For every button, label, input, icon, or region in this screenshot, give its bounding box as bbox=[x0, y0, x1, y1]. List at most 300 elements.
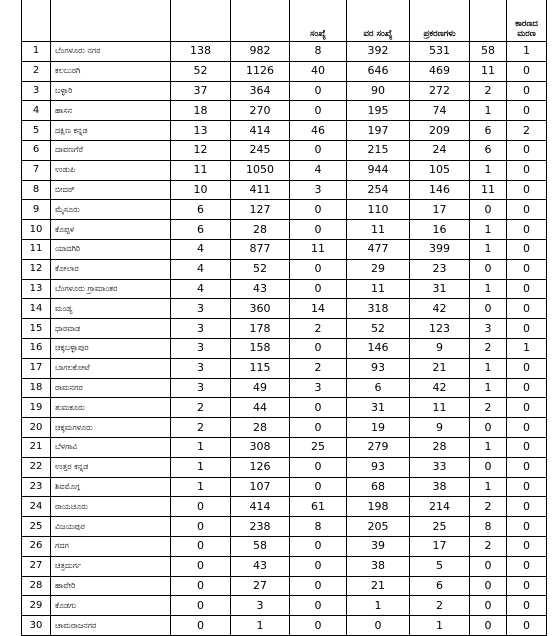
cell-col-3: 2 bbox=[171, 398, 231, 418]
cell-col-8: 1 bbox=[470, 239, 507, 259]
cell-col-6: 93 bbox=[347, 457, 410, 477]
cell-col-7: 11 bbox=[410, 398, 470, 418]
cell-col-6: 11 bbox=[347, 279, 410, 299]
cell-district: ಕೊಪ್ಪಳ bbox=[51, 220, 171, 240]
table-row bbox=[22, 616, 547, 636]
cell-col-9: 0 bbox=[507, 517, 547, 537]
cell-sn: 29 bbox=[22, 596, 51, 616]
cell-sn: 6 bbox=[22, 140, 51, 160]
cell-col-8: 6 bbox=[470, 121, 507, 141]
cell-col-7: 23 bbox=[410, 259, 470, 279]
cell-col-7: 209 bbox=[410, 121, 470, 141]
cell-col-7: 74 bbox=[410, 101, 470, 121]
cell-col-6: 6 bbox=[347, 378, 410, 398]
cell-col-9: 0 bbox=[507, 477, 547, 497]
cell-col-4: 238 bbox=[231, 517, 290, 537]
cell-sn: 20 bbox=[22, 418, 51, 438]
cell-col-5: 0 bbox=[290, 81, 347, 101]
cell-col-8: 2 bbox=[470, 81, 507, 101]
cell-col-9: 0 bbox=[507, 61, 547, 81]
cell-col-7: 33 bbox=[410, 457, 470, 477]
cell-col-4: 28 bbox=[231, 220, 290, 240]
cell-sn: 7 bbox=[22, 160, 51, 180]
cell-col-4: 411 bbox=[231, 180, 290, 200]
cell-col-7: 17 bbox=[410, 200, 470, 220]
cell-col-5: 2 bbox=[290, 358, 347, 378]
cell-col-5: 61 bbox=[290, 497, 347, 517]
cell-sn: 25 bbox=[22, 517, 51, 537]
cell-col-3: 37 bbox=[171, 81, 231, 101]
cell-col-6: 146 bbox=[347, 338, 410, 358]
table-row bbox=[22, 319, 547, 339]
cell-col-6: 944 bbox=[347, 160, 410, 180]
cell-col-7: 38 bbox=[410, 477, 470, 497]
table-row bbox=[22, 576, 547, 596]
cell-district: ಉತ್ತರ ಕನ್ನಡ bbox=[51, 457, 171, 477]
cell-col-5: 0 bbox=[290, 220, 347, 240]
cell-col-6: 19 bbox=[347, 418, 410, 438]
cell-district: ತುಮಕೂರು bbox=[51, 398, 171, 418]
cell-col-4: 414 bbox=[231, 497, 290, 517]
table-row bbox=[22, 239, 547, 259]
cell-col-9: 0 bbox=[507, 616, 547, 636]
cell-col-5: 0 bbox=[290, 616, 347, 636]
cell-col-4: 28 bbox=[231, 418, 290, 438]
cell-district: ಗದಗ bbox=[51, 536, 171, 556]
table-row bbox=[22, 180, 547, 200]
cell-sn: 30 bbox=[22, 616, 51, 636]
cell-col-7: 28 bbox=[410, 437, 470, 457]
cell-col-9: 0 bbox=[507, 140, 547, 160]
cell-col-9: 0 bbox=[507, 536, 547, 556]
cell-col-9: 0 bbox=[507, 180, 547, 200]
cell-col-9: 0 bbox=[507, 358, 547, 378]
cell-col-9: 0 bbox=[507, 398, 547, 418]
cell-col-3: 4 bbox=[171, 239, 231, 259]
cell-district: ಬೆಳಗಾವಿ bbox=[51, 437, 171, 457]
cell-col-8: 1 bbox=[470, 437, 507, 457]
cell-col-4: 127 bbox=[231, 200, 290, 220]
cell-sn: 26 bbox=[22, 536, 51, 556]
cell-col-9: 0 bbox=[507, 239, 547, 259]
header-col-6: ವರ ಸಂಖ್ಯೆ bbox=[347, 0, 410, 42]
cell-col-4: 1126 bbox=[231, 61, 290, 81]
cell-district: ಚಿಕ್ಕಮಗಳೂರು bbox=[51, 418, 171, 438]
cell-district: ಚಾಮರಾಜನಗರ bbox=[51, 616, 171, 636]
cell-col-6: 205 bbox=[347, 517, 410, 537]
cell-col-3: 0 bbox=[171, 497, 231, 517]
cell-col-7: 272 bbox=[410, 81, 470, 101]
cell-col-3: 1 bbox=[171, 437, 231, 457]
cell-sn: 21 bbox=[22, 437, 51, 457]
cell-col-3: 4 bbox=[171, 279, 231, 299]
cell-col-5: 0 bbox=[290, 457, 347, 477]
cell-col-8: 0 bbox=[470, 457, 507, 477]
cell-col-8: 1 bbox=[470, 220, 507, 240]
cell-col-8: 2 bbox=[470, 497, 507, 517]
cell-col-5: 0 bbox=[290, 101, 347, 121]
cell-col-8: 1 bbox=[470, 358, 507, 378]
cell-sn: 1 bbox=[22, 42, 51, 62]
cell-district: ಬೆಂಗಳೂರು ಗ್ರಾಮಾಂತರ bbox=[51, 279, 171, 299]
table-row bbox=[22, 279, 547, 299]
cell-col-7: 9 bbox=[410, 338, 470, 358]
cell-col-7: 24 bbox=[410, 140, 470, 160]
cell-col-5: 3 bbox=[290, 180, 347, 200]
cell-col-9: 0 bbox=[507, 418, 547, 438]
cell-col-4: 245 bbox=[231, 140, 290, 160]
table-row bbox=[22, 457, 547, 477]
cell-district: ಕೋಲಾರ bbox=[51, 259, 171, 279]
cell-col-9: 0 bbox=[507, 457, 547, 477]
cell-col-6: 38 bbox=[347, 556, 410, 576]
table-row bbox=[22, 259, 547, 279]
cell-col-9: 1 bbox=[507, 338, 547, 358]
cell-col-7: 1 bbox=[410, 616, 470, 636]
cell-col-3: 0 bbox=[171, 536, 231, 556]
cell-col-7: 5 bbox=[410, 556, 470, 576]
cell-col-9: 0 bbox=[507, 378, 547, 398]
table-row bbox=[22, 437, 547, 457]
cell-district: ರಾಮನಗರ bbox=[51, 378, 171, 398]
cell-col-5: 0 bbox=[290, 596, 347, 616]
cell-district: ದಕ್ಷಿಣ ಕನ್ನಡ bbox=[51, 121, 171, 141]
cell-col-4: 43 bbox=[231, 279, 290, 299]
table-row bbox=[22, 517, 547, 537]
cell-col-7: 17 bbox=[410, 536, 470, 556]
cell-col-4: 178 bbox=[231, 319, 290, 339]
cell-col-7: 399 bbox=[410, 239, 470, 259]
cell-col-5: 2 bbox=[290, 319, 347, 339]
cell-col-3: 0 bbox=[171, 616, 231, 636]
cell-col-8: 6 bbox=[470, 140, 507, 160]
cell-col-7: 105 bbox=[410, 160, 470, 180]
cell-col-7: 42 bbox=[410, 299, 470, 319]
cell-col-4: 308 bbox=[231, 437, 290, 457]
cell-district: ಚಿಕ್ಕಬಳ್ಳಾಪುರ bbox=[51, 338, 171, 358]
table-row bbox=[22, 299, 547, 319]
cell-col-4: 115 bbox=[231, 358, 290, 378]
cell-col-5: 40 bbox=[290, 61, 347, 81]
cell-col-8: 0 bbox=[470, 576, 507, 596]
cell-col-3: 1 bbox=[171, 457, 231, 477]
cell-col-4: 58 bbox=[231, 536, 290, 556]
cell-col-7: 2 bbox=[410, 596, 470, 616]
cell-sn: 8 bbox=[22, 180, 51, 200]
cell-district: ಮೈಸೂರು bbox=[51, 200, 171, 220]
cell-col-8: 3 bbox=[470, 319, 507, 339]
cell-district: ದಾವಣಗೆರೆ bbox=[51, 140, 171, 160]
cell-col-4: 126 bbox=[231, 457, 290, 477]
cell-col-8: 0 bbox=[470, 556, 507, 576]
cell-col-9: 0 bbox=[507, 259, 547, 279]
cell-col-9: 0 bbox=[507, 101, 547, 121]
cell-col-7: 31 bbox=[410, 279, 470, 299]
table-row bbox=[22, 378, 547, 398]
cell-sn: 22 bbox=[22, 457, 51, 477]
table-row bbox=[22, 477, 547, 497]
table-row bbox=[22, 358, 547, 378]
table-row bbox=[22, 61, 547, 81]
cell-col-3: 138 bbox=[171, 42, 231, 62]
cell-sn: 15 bbox=[22, 319, 51, 339]
cell-sn: 12 bbox=[22, 259, 51, 279]
header-district bbox=[51, 0, 171, 42]
cell-col-4: 3 bbox=[231, 596, 290, 616]
cell-col-9: 0 bbox=[507, 556, 547, 576]
cell-col-3: 0 bbox=[171, 556, 231, 576]
cell-col-5: 25 bbox=[290, 437, 347, 457]
header-col-7: ಪ್ರಕರಣಗಳು bbox=[410, 0, 470, 42]
cell-sn: 17 bbox=[22, 358, 51, 378]
cell-col-4: 49 bbox=[231, 378, 290, 398]
cell-col-5: 0 bbox=[290, 398, 347, 418]
cell-col-4: 52 bbox=[231, 259, 290, 279]
cell-col-4: 44 bbox=[231, 398, 290, 418]
cell-col-3: 3 bbox=[171, 319, 231, 339]
cell-sn: 2 bbox=[22, 61, 51, 81]
cell-col-6: 39 bbox=[347, 536, 410, 556]
table-row bbox=[22, 418, 547, 438]
cell-col-4: 982 bbox=[231, 42, 290, 62]
cell-col-3: 0 bbox=[171, 517, 231, 537]
cell-col-4: 27 bbox=[231, 576, 290, 596]
cell-col-8: 1 bbox=[470, 279, 507, 299]
cell-col-3: 6 bbox=[171, 220, 231, 240]
cell-col-9: 1 bbox=[507, 42, 547, 62]
cell-sn: 14 bbox=[22, 299, 51, 319]
cell-col-9: 0 bbox=[507, 200, 547, 220]
table-row bbox=[22, 338, 547, 358]
cell-col-6: 477 bbox=[347, 239, 410, 259]
cell-sn: 10 bbox=[22, 220, 51, 240]
cell-col-3: 12 bbox=[171, 140, 231, 160]
cell-col-3: 2 bbox=[171, 418, 231, 438]
cell-col-9: 0 bbox=[507, 319, 547, 339]
cell-district: ಧಾರವಾಡ bbox=[51, 319, 171, 339]
cell-col-4: 364 bbox=[231, 81, 290, 101]
table-row bbox=[22, 220, 547, 240]
cell-district: ಶಿವಮೊಗ್ಗ bbox=[51, 477, 171, 497]
cell-sn: 28 bbox=[22, 576, 51, 596]
cell-col-3: 52 bbox=[171, 61, 231, 81]
cell-col-5: 0 bbox=[290, 477, 347, 497]
cell-col-8: 1 bbox=[470, 160, 507, 180]
cell-district: ಕಲಬುರಗಿ bbox=[51, 61, 171, 81]
cell-col-9: 0 bbox=[507, 279, 547, 299]
cell-col-6: 68 bbox=[347, 477, 410, 497]
header-col-9: ಕಾರಣದ ಮರಣ bbox=[507, 0, 547, 42]
table-row bbox=[22, 101, 547, 121]
cell-col-9: 0 bbox=[507, 437, 547, 457]
cell-sn: 24 bbox=[22, 497, 51, 517]
cell-col-9: 0 bbox=[507, 160, 547, 180]
table-row bbox=[22, 556, 547, 576]
cell-col-9: 2 bbox=[507, 121, 547, 141]
cell-col-8: 2 bbox=[470, 536, 507, 556]
cell-col-5: 0 bbox=[290, 279, 347, 299]
cell-col-6: 29 bbox=[347, 259, 410, 279]
cell-sn: 13 bbox=[22, 279, 51, 299]
cell-col-5: 0 bbox=[290, 259, 347, 279]
cell-col-7: 21 bbox=[410, 358, 470, 378]
cell-col-6: 93 bbox=[347, 358, 410, 378]
cell-col-8: 11 bbox=[470, 180, 507, 200]
cell-col-7: 146 bbox=[410, 180, 470, 200]
cell-sn: 27 bbox=[22, 556, 51, 576]
cell-col-4: 360 bbox=[231, 299, 290, 319]
cell-col-5: 0 bbox=[290, 418, 347, 438]
cell-col-5: 46 bbox=[290, 121, 347, 141]
cell-col-6: 110 bbox=[347, 200, 410, 220]
cell-col-9: 0 bbox=[507, 497, 547, 517]
cell-district: ಹಾವೇರಿ bbox=[51, 576, 171, 596]
cell-sn: 19 bbox=[22, 398, 51, 418]
cell-col-5: 0 bbox=[290, 576, 347, 596]
cell-col-7: 123 bbox=[410, 319, 470, 339]
district-covid-table bbox=[21, 0, 547, 636]
cell-col-8: 0 bbox=[470, 418, 507, 438]
header-sn bbox=[22, 0, 51, 42]
cell-col-8: 58 bbox=[470, 42, 507, 62]
cell-col-6: 646 bbox=[347, 61, 410, 81]
cell-col-5: 11 bbox=[290, 239, 347, 259]
cell-district: ಯಾದಗಿರಿ bbox=[51, 239, 171, 259]
cell-col-9: 0 bbox=[507, 596, 547, 616]
cell-col-6: 198 bbox=[347, 497, 410, 517]
table-row bbox=[22, 121, 547, 141]
cell-col-3: 3 bbox=[171, 338, 231, 358]
cell-col-6: 195 bbox=[347, 101, 410, 121]
cell-col-7: 9 bbox=[410, 418, 470, 438]
cell-col-6: 254 bbox=[347, 180, 410, 200]
cell-district: ಬಳ್ಳಾರಿ bbox=[51, 81, 171, 101]
cell-col-3: 0 bbox=[171, 576, 231, 596]
cell-col-5: 8 bbox=[290, 517, 347, 537]
cell-district: ಬೆಂಗಳೂರು ನಗರ bbox=[51, 42, 171, 62]
cell-col-3: 11 bbox=[171, 160, 231, 180]
cell-col-8: 1 bbox=[470, 378, 507, 398]
cell-col-6: 0 bbox=[347, 616, 410, 636]
cell-col-9: 0 bbox=[507, 81, 547, 101]
cell-district: ಬೀದರ್ bbox=[51, 180, 171, 200]
cell-col-4: 1 bbox=[231, 616, 290, 636]
table-row bbox=[22, 497, 547, 517]
cell-col-4: 270 bbox=[231, 101, 290, 121]
cell-col-7: 6 bbox=[410, 576, 470, 596]
cell-sn: 4 bbox=[22, 101, 51, 121]
header-col-5: ಸಂಖ್ಯೆ bbox=[290, 0, 347, 42]
cell-district: ಹಾಸನ bbox=[51, 101, 171, 121]
cell-col-9: 0 bbox=[507, 299, 547, 319]
cell-col-6: 215 bbox=[347, 140, 410, 160]
cell-col-3: 6 bbox=[171, 200, 231, 220]
table-row bbox=[22, 160, 547, 180]
cell-col-8: 0 bbox=[470, 200, 507, 220]
header-col-4 bbox=[231, 0, 290, 42]
cell-col-7: 42 bbox=[410, 378, 470, 398]
cell-col-6: 197 bbox=[347, 121, 410, 141]
cell-col-6: 52 bbox=[347, 319, 410, 339]
header-col-3 bbox=[171, 0, 231, 42]
cell-col-8: 0 bbox=[470, 596, 507, 616]
cell-col-6: 31 bbox=[347, 398, 410, 418]
cell-col-6: 1 bbox=[347, 596, 410, 616]
cell-col-4: 158 bbox=[231, 338, 290, 358]
cell-sn: 16 bbox=[22, 338, 51, 358]
cell-district: ಬಾಗಲಕೋಟೆ bbox=[51, 358, 171, 378]
cell-col-6: 90 bbox=[347, 81, 410, 101]
cell-col-5: 14 bbox=[290, 299, 347, 319]
cell-col-5: 0 bbox=[290, 200, 347, 220]
cell-col-5: 0 bbox=[290, 140, 347, 160]
cell-col-7: 214 bbox=[410, 497, 470, 517]
cell-district: ಉಡುಪಿ bbox=[51, 160, 171, 180]
cell-col-9: 0 bbox=[507, 576, 547, 596]
cell-col-8: 11 bbox=[470, 61, 507, 81]
cell-col-3: 4 bbox=[171, 259, 231, 279]
cell-district: ವಿಜಯಪುರ bbox=[51, 517, 171, 537]
cell-sn: 18 bbox=[22, 378, 51, 398]
cell-col-9: 0 bbox=[507, 220, 547, 240]
table-row bbox=[22, 42, 547, 62]
cell-district: ಚಿತ್ರದುರ್ಗ bbox=[51, 556, 171, 576]
cell-col-7: 469 bbox=[410, 61, 470, 81]
cell-col-6: 318 bbox=[347, 299, 410, 319]
cell-col-3: 3 bbox=[171, 299, 231, 319]
table-row bbox=[22, 200, 547, 220]
cell-col-3: 3 bbox=[171, 378, 231, 398]
cell-col-8: 2 bbox=[470, 338, 507, 358]
cell-col-3: 3 bbox=[171, 358, 231, 378]
cell-col-5: 0 bbox=[290, 536, 347, 556]
cell-col-8: 8 bbox=[470, 517, 507, 537]
cell-col-7: 531 bbox=[410, 42, 470, 62]
cell-col-4: 414 bbox=[231, 121, 290, 141]
cell-col-4: 43 bbox=[231, 556, 290, 576]
cell-col-8: 1 bbox=[470, 477, 507, 497]
table-row bbox=[22, 536, 547, 556]
table-header-row bbox=[22, 0, 547, 42]
cell-col-6: 392 bbox=[347, 42, 410, 62]
table-row bbox=[22, 140, 547, 160]
header-col-8 bbox=[470, 0, 507, 42]
cell-col-8: 0 bbox=[470, 259, 507, 279]
cell-col-3: 10 bbox=[171, 180, 231, 200]
cell-col-3: 13 bbox=[171, 121, 231, 141]
cell-col-6: 21 bbox=[347, 576, 410, 596]
cell-sn: 3 bbox=[22, 81, 51, 101]
cell-sn: 9 bbox=[22, 200, 51, 220]
cell-col-3: 0 bbox=[171, 596, 231, 616]
cell-district: ರಾಯಚೂರು bbox=[51, 497, 171, 517]
cell-col-5: 0 bbox=[290, 556, 347, 576]
table-row bbox=[22, 398, 547, 418]
cell-col-4: 1050 bbox=[231, 160, 290, 180]
cell-col-7: 25 bbox=[410, 517, 470, 537]
cell-col-4: 877 bbox=[231, 239, 290, 259]
cell-sn: 11 bbox=[22, 239, 51, 259]
cell-col-8: 1 bbox=[470, 101, 507, 121]
cell-col-3: 1 bbox=[171, 477, 231, 497]
cell-col-8: 2 bbox=[470, 398, 507, 418]
cell-col-7: 16 bbox=[410, 220, 470, 240]
cell-col-5: 8 bbox=[290, 42, 347, 62]
cell-sn: 23 bbox=[22, 477, 51, 497]
cell-sn: 5 bbox=[22, 121, 51, 141]
cell-col-4: 107 bbox=[231, 477, 290, 497]
cell-col-5: 0 bbox=[290, 338, 347, 358]
